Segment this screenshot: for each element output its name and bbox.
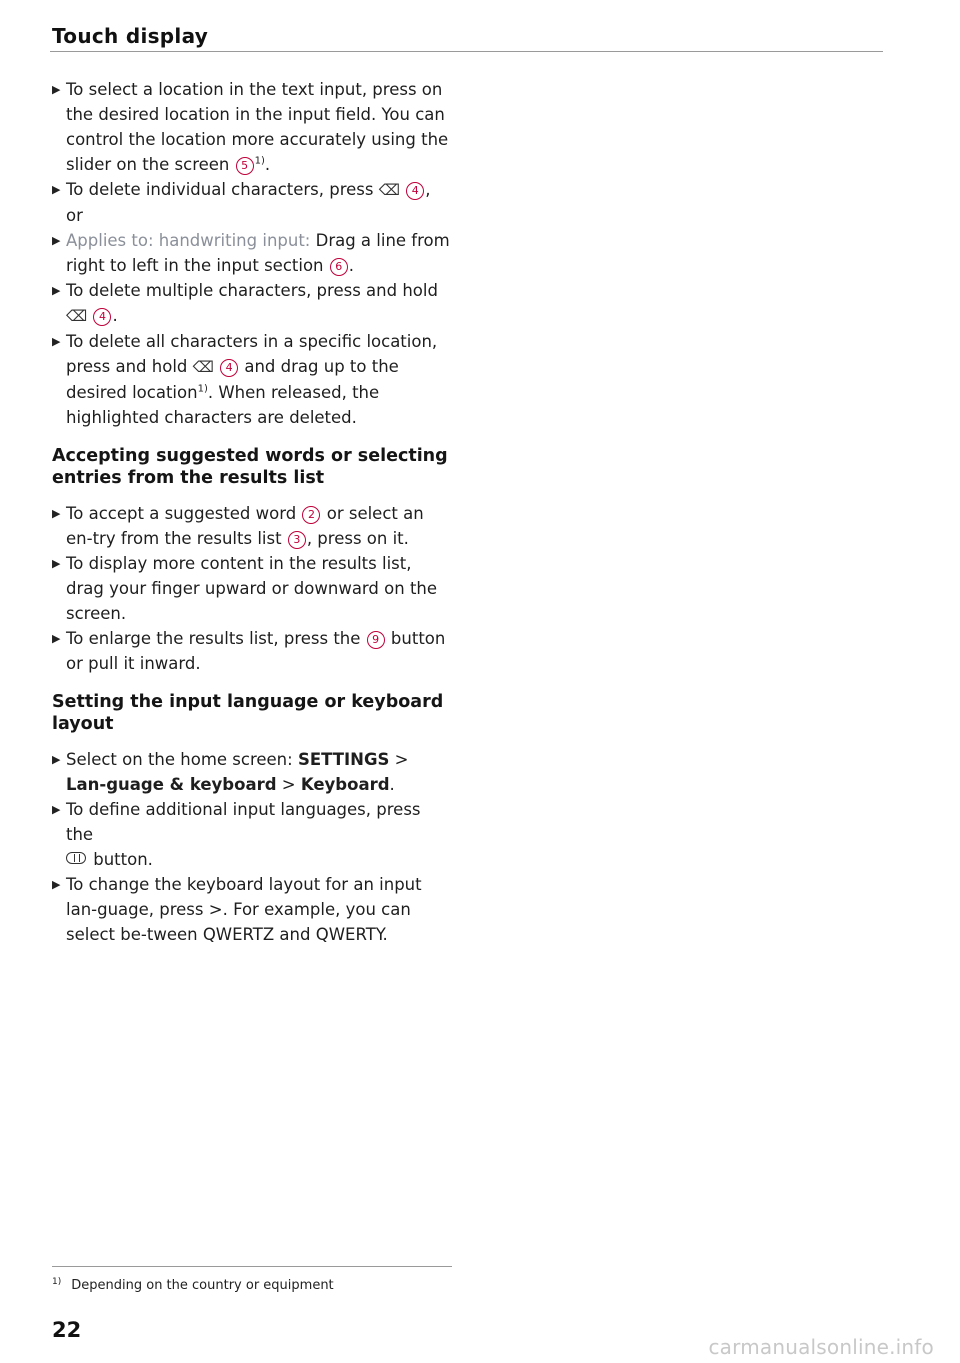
page-number: 22	[52, 1318, 82, 1342]
footnote-mark: 1)	[52, 1276, 62, 1287]
menu-path-language: Lan-guage & keyboard	[66, 775, 277, 794]
section-heading: Setting the input language or keyboard layout	[52, 692, 444, 734]
list-item: ▶ To accept a suggested word 2 or select an en-try from the results list 3 , press on it.	[52, 501, 452, 551]
footnote-divider	[52, 1266, 452, 1267]
applies-to-note: Applies to: handwriting input:	[66, 231, 311, 250]
callout-3: 3	[288, 531, 306, 549]
triangle-right-icon: ▶	[52, 183, 61, 196]
footnote-ref: 1)	[197, 383, 208, 395]
list-item: ▶ To change the keyboard layout for an input lan-guage, press >. For example, you can select be-tween QWERTZ and QWERTY.	[52, 872, 452, 947]
list-item: ▶ To select a location in the text input, press on the desired location in the input field. You can control the location more accurately using the slider on the screen 5 $^{1)}$.	[52, 77, 452, 177]
list-item: ▶ To delete individual characters, press ⌫ 4 , or	[52, 177, 452, 228]
content-column	[52, 77, 452, 947]
list-item: ▶ To delete all characters in a specific location, press and hold ⌫ 4 and drag up to the desired location$^{1)}$. When released, the highlighted characters are deleted.	[52, 329, 452, 430]
page-title: Touch display	[52, 24, 209, 48]
list-item: ▶ To enlarge the results list, press the 9 button or pull it inward.	[52, 626, 452, 676]
callout-5: 5	[236, 157, 254, 175]
list-item: ▶ Select on the home screen: SETTINGS > Lan-guage & keyboard > Keyboard.	[52, 747, 452, 797]
backspace-icon: ⌫	[192, 358, 214, 376]
callout-4: 4	[220, 359, 238, 377]
watermark: carmanualsonline.info	[708, 1335, 934, 1359]
triangle-right-icon: ▶	[52, 878, 61, 891]
triangle-right-icon: ▶	[52, 632, 61, 645]
callout-9: 9	[367, 631, 385, 649]
footnote-ref: 1)	[254, 155, 265, 167]
triangle-right-icon: ▶	[52, 284, 61, 297]
triangle-right-icon: ▶	[52, 335, 61, 348]
footnote-text: Depending on the country or equipment	[71, 1278, 334, 1293]
list-item: ▶ To delete multiple characters, press and hold ⌫ 4 .	[52, 278, 452, 329]
menu-path-keyboard: Keyboard	[300, 775, 390, 794]
backspace-icon: ⌫	[66, 307, 88, 325]
triangle-right-icon: ▶	[52, 83, 61, 96]
list-item: ▶ To define additional input languages, press the button.	[52, 797, 452, 872]
triangle-right-icon: ▶	[52, 753, 61, 766]
callout-4: 4	[406, 182, 424, 200]
language-toggle-icon	[66, 852, 86, 864]
triangle-right-icon: ▶	[52, 803, 61, 816]
triangle-right-icon: ▶	[52, 557, 61, 570]
list-item: ▶ To display more content in the results list, drag your finger upward or downward on the screen.	[52, 551, 452, 626]
callout-6: 6	[330, 258, 348, 276]
backspace-icon: ⌫	[378, 181, 400, 199]
list-item: ▶ Applies to: handwriting input: Drag a line from right to left in the input section 6 .	[52, 228, 452, 278]
callout-2: 2	[302, 506, 320, 524]
callout-4: 4	[93, 308, 111, 326]
triangle-right-icon: ▶	[52, 234, 61, 247]
header-divider	[50, 51, 883, 52]
section-heading: Accepting suggested words or selecting entries from the results list	[52, 446, 448, 488]
menu-path-settings: SETTINGS	[297, 750, 390, 769]
footnote	[52, 1278, 334, 1293]
triangle-right-icon: ▶	[52, 507, 61, 520]
